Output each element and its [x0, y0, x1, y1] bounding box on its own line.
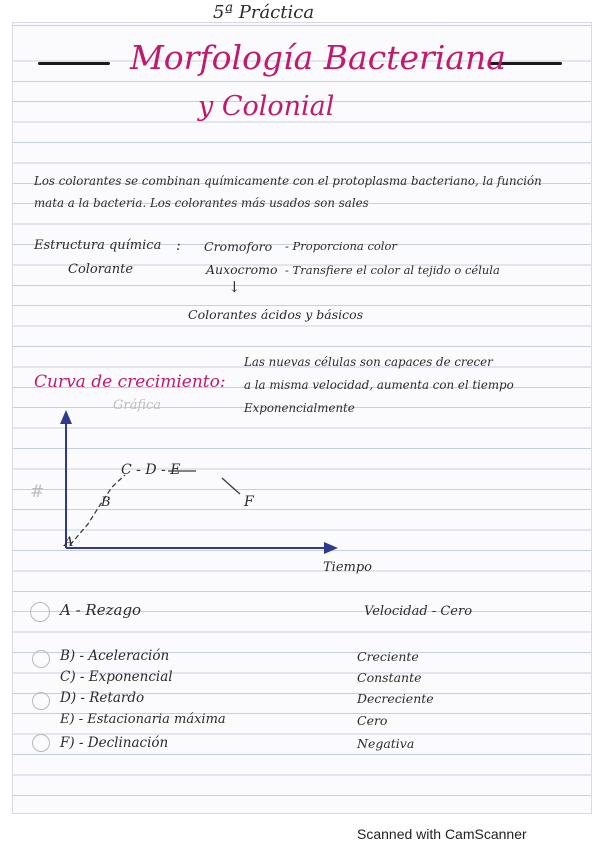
growth-note-1: Las nuevas células son capaces de crecer — [244, 355, 493, 369]
intro-line-2: mata a la bacteria. Los colorantes más usados son sales — [34, 196, 369, 210]
down-arrow-icon: ↓ — [228, 278, 241, 296]
structure-colon: : — [176, 238, 181, 254]
growth-curve-line — [70, 475, 125, 545]
phase-velocity: Constante — [357, 670, 422, 685]
structure-label-colorante: Colorante — [68, 262, 134, 277]
point-f-label: F — [244, 494, 254, 510]
auxocromo-term: Auxocromo — [206, 262, 278, 277]
phase-name: C) - Exponencial — [60, 669, 173, 685]
decline-curve-line — [222, 478, 240, 494]
graph-label: Gráfica — [113, 398, 162, 413]
growth-note-2: a la misma velocidad, aumenta con el tiempo — [244, 378, 514, 392]
page-subtitle: y Colonial — [198, 91, 335, 122]
phase-name: A - Rezago — [60, 601, 142, 619]
page-title: Morfología Bacteriana — [130, 38, 506, 77]
cromoforo-desc: - Proporciona color — [285, 239, 397, 253]
x-axis-label: Tiempo — [323, 560, 372, 575]
colorants-result: Colorantes ácidos y básicos — [188, 307, 364, 322]
structure-label: Estructura química — [34, 238, 162, 253]
phase-bullet — [32, 692, 50, 710]
practice-number: 5ª Práctica — [213, 2, 315, 23]
phase-velocity: Decreciente — [357, 691, 434, 706]
phase-name: D) - Retardo — [60, 690, 145, 706]
growth-heading: Curva de crecimiento: — [34, 372, 226, 392]
phase-name: E) - Estacionaria máxima — [60, 712, 226, 727]
cromoforo-term: Cromoforo — [204, 239, 273, 254]
phase-bullet — [32, 734, 50, 752]
phase-name: B) - Aceleración — [60, 648, 170, 664]
y-axis-symbol: # — [30, 482, 45, 502]
phase-name: F) - Declinación — [60, 735, 169, 751]
point-a-label: A — [64, 535, 74, 550]
x-axis-arrow-icon — [324, 542, 338, 554]
y-axis-arrow-icon — [60, 410, 72, 424]
growth-note-3: Exponencialmente — [244, 401, 355, 415]
auxocromo-desc: - Transfiere el color al tejido o célula — [285, 263, 500, 277]
intro-line-1: Los colorantes se combinan químicamente con el protoplasma bacteriano, la función — [34, 174, 542, 188]
phase-velocity: Creciente — [357, 649, 419, 664]
phase-velocity: Negativa — [357, 736, 415, 751]
phase-bullet — [32, 650, 50, 668]
phase-bullet — [30, 602, 50, 622]
scanner-watermark: Scanned with CamScanner — [357, 826, 527, 842]
phase-velocity: Cero — [357, 713, 388, 728]
point-cde-label: C - D - E — [121, 462, 181, 478]
phase-velocity: Velocidad - Cero — [364, 604, 473, 619]
point-b-label: B — [101, 495, 111, 510]
